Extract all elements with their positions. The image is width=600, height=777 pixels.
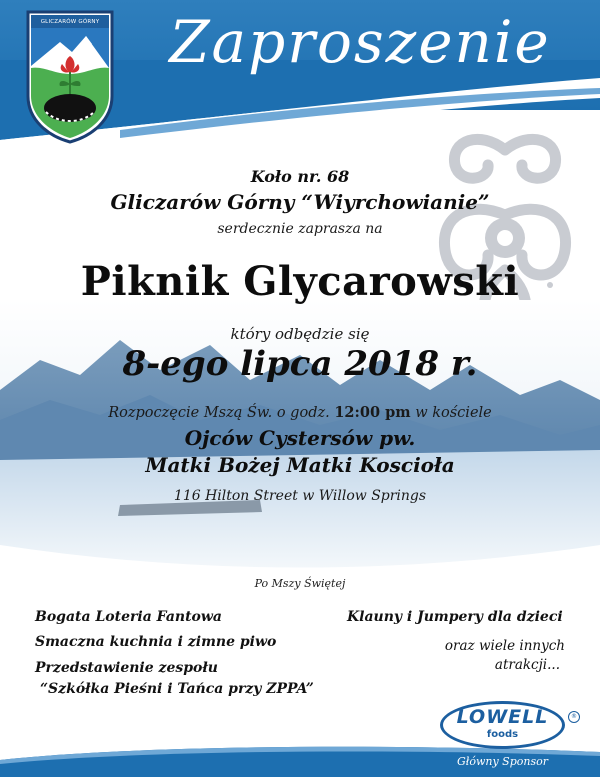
village-crest — [24, 8, 116, 146]
sponsor-logo-sub: foods — [486, 729, 519, 740]
mass-time: 12:00 pm — [334, 404, 411, 421]
will-take-place-line: który odbędzie się — [230, 325, 370, 343]
program-item: oraz wiele innych — [444, 638, 565, 654]
page-title: Zaproszenie — [169, 8, 551, 76]
church-line-1: Ojców Cystersów pw. — [184, 426, 416, 450]
crest-label: GLICZARÓW GÓRNY — [40, 19, 100, 25]
event-name: Piknik Glycarowski — [80, 258, 520, 305]
program-item: “Szkółka Pieśni i Tańca przy ZPPA” — [40, 681, 314, 697]
church-line-2: Matki Bożej Matki Koscioła — [145, 453, 455, 477]
program-item: Przedstawienie zespołu — [35, 660, 218, 676]
event-date: 8-ego lipca 2018 r. — [122, 344, 478, 384]
org-line-2: Gliczarów Górny “Wiyrchowianie” — [110, 190, 490, 214]
mass-line — [0, 404, 600, 421]
sponsor-logo-name: LOWELL — [456, 706, 549, 728]
mass-prefix: Rozpoczęcie Mszą Św. o godz. — [108, 405, 330, 421]
program-heading: Po Mszy Świętej — [254, 577, 346, 590]
program-item: Bogata Loteria Fantowa — [35, 609, 222, 625]
registered-mark-icon: ® — [568, 711, 580, 723]
mass-suffix: w kościele — [415, 405, 492, 421]
crest-emblem-icon — [24, 8, 116, 146]
sponsor-caption: Główny Sponsor — [457, 755, 548, 768]
program-item: Klauny i Jumpery dla dzieci — [347, 609, 563, 625]
program-item: Smaczna kuchnia i zimne piwo — [35, 634, 277, 650]
event-address: 116 Hilton Street w Willow Springs — [173, 488, 427, 504]
sponsor-logo — [440, 701, 580, 749]
program-item: atrakcji... — [494, 657, 560, 673]
invites-line: serdecznie zaprasza na — [217, 221, 383, 237]
bottom-wave — [0, 525, 600, 585]
org-line-1: Koło nr. 68 — [250, 167, 350, 186]
